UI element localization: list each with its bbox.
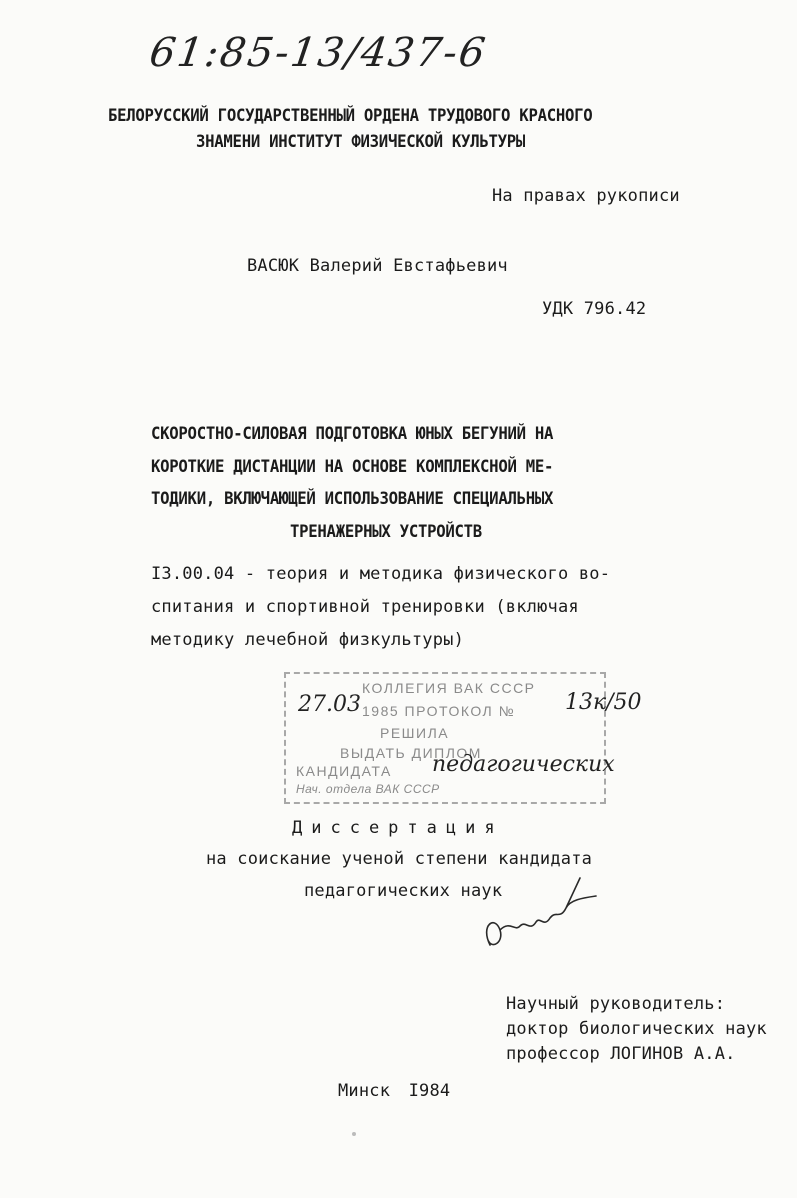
stamp-line6: Нач. отдела ВАК СССР [296, 782, 440, 796]
stamp-line1: КОЛЛЕГИЯ ВАК СССР [362, 680, 536, 696]
dissertation-title-line3: ТОДИКИ, ВКЛЮЧАЮЩЕЙ ИСПОЛЬЗОВАНИЕ СПЕЦИАЛЬНЫХ [151, 489, 554, 509]
stamp-line4: ВЫДАТЬ ДИПЛОМ [340, 745, 482, 761]
supervisor-line1: Научный руководитель: [506, 994, 726, 1014]
dissertation-title-line1: СКОРОСТНО-СИЛОВАЯ ПОДГОТОВКА ЮНЫХ БЕГУНИЙ НА [151, 424, 554, 444]
stamp-line2: 1985 ПРОТОКОЛ № [362, 703, 516, 719]
institute-name-line2: ЗНАМЕНИ ИНСТИТУТ ФИЗИЧЕСКОЙ КУЛЬТУРЫ [196, 132, 526, 152]
stamp-line5: КАНДИДАТА [296, 763, 392, 779]
stamp-line3: РЕШИЛА [380, 725, 450, 741]
specialty-line2: спитания и спортивной тренировки (включая [151, 597, 579, 617]
archive-number: 61:85-13/437-6 [146, 30, 490, 76]
institute-name-line1: БЕЛОРУССКИЙ ГОСУДАРСТВЕННЫЙ ОРДЕНА ТРУДОВОГО КРАСНОГО [108, 106, 593, 126]
specialty-line3: методику лечебной физкультуры) [151, 630, 465, 650]
degree-line2: педагогических наук [304, 881, 503, 901]
dissertation-label: Диссертация [292, 818, 504, 838]
author-signature [470, 870, 610, 960]
stamp-protocol-number: 13к/50 [565, 690, 642, 715]
stamp-date: 27.03 [298, 692, 361, 717]
degree-line1: на соискание ученой степени кандидата [206, 849, 593, 869]
dissertation-title-line4: ТРЕНАЖЕРНЫХ УСТРОЙСТВ [290, 522, 482, 542]
supervisor-line2: доктор биологических наук [506, 1019, 767, 1039]
author-name: ВАСЮК Валерий Евстафьевич [247, 256, 508, 276]
scan-dot [352, 1132, 356, 1136]
manuscript-rights: На правах рукописи [492, 186, 680, 206]
stamp-handwritten-field: педагогических [432, 752, 615, 777]
dissertation-title-line2: КОРОТКИЕ ДИСТАНЦИИ НА ОСНОВЕ КОМПЛЕКСНОЙ МЕ- [151, 457, 554, 477]
udc-code: УДК 796.42 [542, 299, 647, 319]
supervisor-line3: профессор ЛОГИНОВ А.А. [506, 1044, 736, 1064]
place-year: Минск I984 [338, 1081, 451, 1101]
specialty-line1: I3.00.04 - теория и методика физического во- [151, 564, 611, 584]
